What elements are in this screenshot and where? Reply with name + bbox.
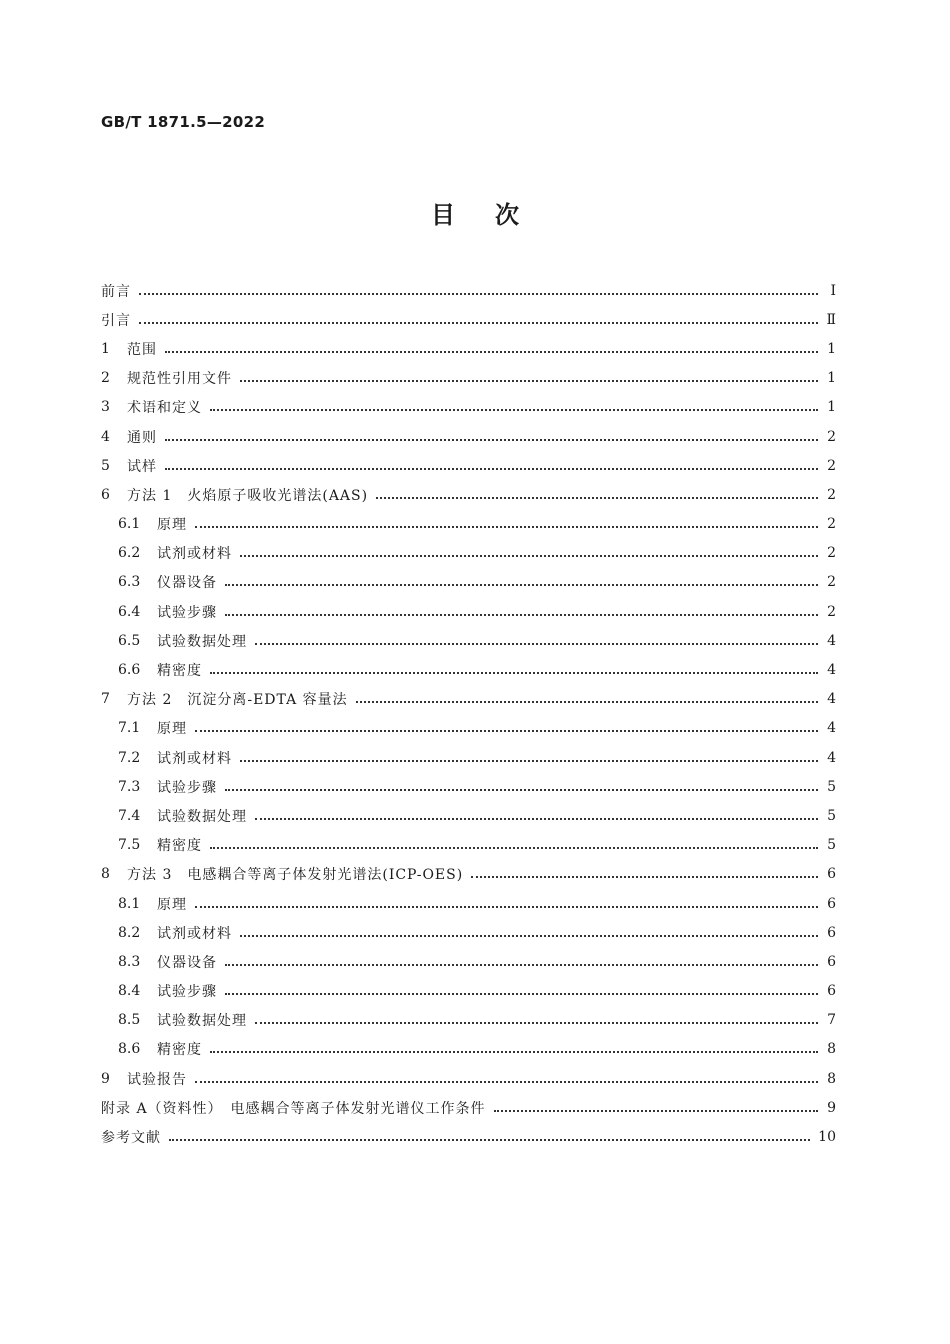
- toc-entry-page: 2: [827, 428, 836, 445]
- toc-entry-page: 6: [827, 953, 836, 970]
- dot-leader: [165, 337, 818, 353]
- toc-entry[interactable]: [101, 480, 836, 509]
- toc-entry-number: 6.2: [118, 545, 141, 562]
- toc-entry[interactable]: [101, 860, 836, 889]
- dot-leader: [225, 979, 818, 995]
- toc-entry-label: 前言: [101, 283, 131, 300]
- toc-entry-page: 4: [827, 632, 836, 649]
- toc-entry-page: 1: [827, 399, 836, 416]
- dot-leader: [165, 454, 818, 470]
- toc-entry[interactable]: [101, 1035, 836, 1064]
- toc-entry-label: 试样: [127, 458, 157, 475]
- toc-entry-page: 8: [827, 1070, 836, 1087]
- toc-entry[interactable]: [101, 714, 836, 743]
- toc-entry-number: 7.3: [118, 778, 141, 795]
- toc-entry-label: 方法 3 电感耦合等离子体发射光谱法(ICP-OES): [127, 867, 464, 884]
- dot-leader: [195, 512, 818, 528]
- toc-entry-label: 范围: [127, 341, 157, 358]
- dot-leader: [471, 862, 818, 878]
- toc-entry[interactable]: [101, 451, 836, 480]
- toc-entry-label: 试剂或材料: [157, 546, 232, 563]
- toc-entry-label: 规范性引用文件: [127, 371, 232, 388]
- toc-entry-label: 试验数据处理: [157, 633, 247, 650]
- toc-entry-number: 3: [101, 399, 110, 416]
- toc-entry-label: 仪器设备: [157, 575, 217, 592]
- toc-entry-label: 试验步骤: [157, 604, 217, 621]
- toc-entry-number: 6.4: [118, 603, 141, 620]
- toc-entry-page: 8: [827, 1041, 836, 1058]
- toc-entry-number: 9: [101, 1070, 110, 1087]
- toc-entry-label: 通则: [127, 429, 157, 446]
- toc-entry-label: 方法 1 火焰原子吸收光谱法(AAS): [127, 487, 369, 504]
- dot-leader: [139, 279, 818, 295]
- toc-entry-label: 精密度: [157, 663, 202, 680]
- dot-leader: [195, 716, 818, 732]
- toc-entry-label: 精密度: [157, 1042, 202, 1059]
- toc-entry-number: 4: [101, 428, 110, 445]
- dot-leader: [225, 950, 818, 966]
- toc-entry-label: 试验数据处理: [157, 808, 247, 825]
- dot-leader: [195, 1067, 818, 1083]
- toc-entry-page: Ⅰ: [830, 282, 836, 299]
- toc-entry-label: 仪器设备: [157, 954, 217, 971]
- toc-entry-page: 4: [827, 720, 836, 737]
- toc-entry[interactable]: [101, 772, 836, 801]
- dot-leader: [255, 804, 818, 820]
- toc-entry[interactable]: [101, 685, 836, 714]
- dot-leader: [225, 570, 818, 586]
- toc-entry-page: 4: [827, 749, 836, 766]
- toc-entry-page: 2: [827, 486, 836, 503]
- toc-entry-label: 附录 A（资料性） 电感耦合等离子体发射光谱仪工作条件: [101, 1100, 486, 1117]
- toc-entry-page: 5: [827, 807, 836, 824]
- toc-entry[interactable]: [101, 655, 836, 684]
- toc-entry-label: 试验数据处理: [157, 1013, 247, 1030]
- toc-entry-label: 原理: [157, 517, 187, 534]
- toc-entry-page: 2: [827, 574, 836, 591]
- toc-entry[interactable]: [101, 568, 836, 597]
- toc-entry[interactable]: [101, 889, 836, 918]
- toc-entry[interactable]: [101, 597, 836, 626]
- toc-entry-page: 1: [827, 370, 836, 387]
- toc-entry[interactable]: [101, 1064, 836, 1093]
- toc-entry-number: 6.3: [118, 574, 141, 591]
- toc-entry-page: 1: [827, 340, 836, 357]
- dot-leader: [376, 483, 818, 499]
- toc-entry-page: 4: [827, 691, 836, 708]
- toc-entry[interactable]: [101, 947, 836, 976]
- toc-entry[interactable]: [101, 364, 836, 393]
- toc-entry-page: 5: [827, 837, 836, 854]
- toc-entry-page: 2: [827, 603, 836, 620]
- toc-entry-page: 2: [827, 457, 836, 474]
- dot-leader: [240, 366, 818, 382]
- toc-entry-number: 2: [101, 370, 110, 387]
- toc-entry-number: 7.2: [118, 749, 141, 766]
- toc-entry-page: 6: [827, 895, 836, 912]
- toc-entry-page: 2: [827, 516, 836, 533]
- toc-entry-page: 6: [827, 924, 836, 941]
- toc-entry-number: 7.1: [118, 720, 141, 737]
- toc-entry-page: 6: [827, 866, 836, 883]
- toc-entry-label: 术语和定义: [127, 400, 202, 417]
- toc-entry-number: 8.2: [118, 924, 141, 941]
- dot-leader: [165, 425, 818, 441]
- toc-entry[interactable]: [101, 918, 836, 947]
- table-of-contents: [101, 276, 836, 1152]
- toc-entry[interactable]: [101, 393, 836, 422]
- toc-entry[interactable]: [101, 626, 836, 655]
- page-title: 目次: [431, 201, 559, 229]
- toc-entry-label: 引言: [101, 312, 131, 329]
- toc-entry-number: 5: [101, 457, 110, 474]
- toc-entry-number: 8.4: [118, 983, 141, 1000]
- toc-entry-page: 2: [827, 545, 836, 562]
- toc-entry[interactable]: [101, 1093, 836, 1122]
- dot-leader: [169, 1125, 810, 1141]
- toc-entry-page: 4: [827, 662, 836, 679]
- dot-leader: [240, 921, 818, 937]
- toc-entry-label: 试验步骤: [157, 984, 217, 1001]
- toc-entry-label: 试验报告: [127, 1071, 187, 1088]
- toc-entry-number: 7.4: [118, 807, 141, 824]
- dot-leader: [255, 1008, 818, 1024]
- toc-entry-number: 8.3: [118, 953, 141, 970]
- toc-entry[interactable]: [101, 539, 836, 568]
- toc-entry[interactable]: [101, 1006, 836, 1035]
- toc-entry-number: 6.6: [118, 662, 141, 679]
- toc-entry-label: 原理: [157, 721, 187, 738]
- toc-entry-number: 7: [101, 691, 110, 708]
- toc-entry-label: 试验步骤: [157, 779, 217, 796]
- toc-entry-page: 9: [827, 1099, 836, 1116]
- toc-entry-number: 6.1: [118, 516, 141, 533]
- toc-entry-page: 6: [827, 983, 836, 1000]
- toc-entry[interactable]: [101, 831, 836, 860]
- dot-leader: [210, 658, 818, 674]
- toc-entry[interactable]: [101, 743, 836, 772]
- dot-leader: [210, 833, 818, 849]
- toc-entry-number: 8.5: [118, 1012, 141, 1029]
- dot-leader: [225, 600, 818, 616]
- toc-entry[interactable]: [101, 276, 836, 305]
- dot-leader: [494, 1096, 818, 1112]
- toc-entry[interactable]: [101, 510, 836, 539]
- toc-entry[interactable]: [101, 977, 836, 1006]
- dot-leader: [255, 629, 818, 645]
- toc-entry-page: 7: [827, 1012, 836, 1029]
- toc-entry-number: 6: [101, 486, 110, 503]
- toc-entry-number: 8: [101, 866, 110, 883]
- toc-entry-page: 5: [827, 778, 836, 795]
- dot-leader: [139, 308, 818, 324]
- standard-number: GB/T 1871.5—2022: [101, 113, 266, 131]
- dot-leader: [240, 541, 818, 557]
- toc-entry-page: 10: [818, 1129, 836, 1146]
- dot-leader: [210, 395, 818, 411]
- toc-entry[interactable]: [101, 801, 836, 830]
- dot-leader: [240, 746, 818, 762]
- toc-entry-number: 7.5: [118, 837, 141, 854]
- toc-entry-label: 原理: [157, 896, 187, 913]
- toc-entry-label: 试剂或材料: [157, 925, 232, 942]
- toc-entry[interactable]: [101, 305, 836, 334]
- toc-entry-label: 试剂或材料: [157, 750, 232, 767]
- toc-entry-number: 1: [101, 340, 110, 357]
- toc-entry-number: 8.1: [118, 895, 141, 912]
- toc-entry-label: 参考文献: [101, 1130, 161, 1147]
- toc-entry[interactable]: [101, 1122, 836, 1151]
- dot-leader: [210, 1037, 818, 1053]
- dot-leader: [356, 687, 818, 703]
- toc-entry-number: 6.5: [118, 632, 141, 649]
- toc-entry[interactable]: [101, 422, 836, 451]
- toc-entry-label: 方法 2 沉淀分离-EDTA 容量法: [127, 692, 348, 709]
- toc-entry-number: 8.6: [118, 1041, 141, 1058]
- toc-entry-label: 精密度: [157, 838, 202, 855]
- toc-entry[interactable]: [101, 334, 836, 363]
- dot-leader: [225, 775, 818, 791]
- toc-entry-page: Ⅱ: [826, 311, 836, 328]
- dot-leader: [195, 892, 818, 908]
